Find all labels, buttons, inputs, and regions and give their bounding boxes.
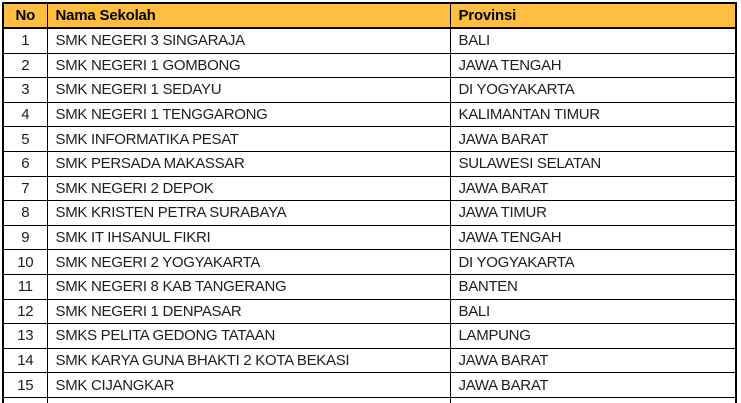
- school-name-cell: SMK INFORMATIKA PESAT: [47, 127, 450, 152]
- row-number-cell: 13: [3, 324, 47, 349]
- province-cell: JAWA TENGAH: [450, 53, 736, 78]
- table-row-partial: [3, 397, 736, 403]
- province-cell: KALIMANTAN TIMUR: [450, 102, 736, 127]
- table-row: [3, 299, 736, 324]
- row-number-cell: 8: [3, 201, 47, 226]
- province-cell: JAWA BARAT: [450, 373, 736, 398]
- school-name-cell: SMK NEGERI 8 KAB TANGERANG: [47, 274, 450, 299]
- row-number-cell: 9: [3, 225, 47, 250]
- school-name-cell: [47, 397, 450, 403]
- table-body: [3, 28, 736, 403]
- row-number-cell: 1: [3, 28, 47, 53]
- header-cell-school: Nama Sekolah: [47, 3, 450, 28]
- table-row: [3, 151, 736, 176]
- school-name-cell: SMK NEGERI 3 SINGARAJA: [47, 28, 450, 53]
- table-row: [3, 78, 736, 103]
- row-number-cell: 14: [3, 348, 47, 373]
- province-cell: BALI: [450, 299, 736, 324]
- school-name-cell: SMK NEGERI 1 TENGGARONG: [47, 102, 450, 127]
- row-number-cell: 10: [3, 250, 47, 275]
- province-cell: DI YOGYAKARTA: [450, 78, 736, 103]
- province-cell: JAWA BARAT: [450, 348, 736, 373]
- school-name-cell: SMK PERSADA MAKASSAR: [47, 151, 450, 176]
- row-number-cell: 4: [3, 102, 47, 127]
- row-number-cell: 7: [3, 176, 47, 201]
- header-row: [3, 3, 736, 28]
- school-name-cell: SMK KRISTEN PETRA SURABAYA: [47, 201, 450, 226]
- row-number-cell: 15: [3, 373, 47, 398]
- province-cell: [450, 397, 736, 403]
- province-cell: JAWA BARAT: [450, 127, 736, 152]
- table-row: [3, 373, 736, 398]
- table-row: [3, 127, 736, 152]
- header-cell-province: Provinsi: [450, 3, 736, 28]
- province-cell: JAWA TIMUR: [450, 201, 736, 226]
- school-name-cell: SMK KARYA GUNA BHAKTI 2 KOTA BEKASI: [47, 348, 450, 373]
- school-table: [2, 2, 737, 403]
- row-number-cell: 6: [3, 151, 47, 176]
- school-name-cell: SMK NEGERI 1 GOMBONG: [47, 53, 450, 78]
- row-number-cell: [3, 397, 47, 403]
- province-cell: JAWA BARAT: [450, 176, 736, 201]
- school-name-cell: SMK NEGERI 2 YOGYAKARTA: [47, 250, 450, 275]
- row-number-cell: 5: [3, 127, 47, 152]
- table-row: [3, 53, 736, 78]
- school-name-cell: SMK CIJANGKAR: [47, 373, 450, 398]
- school-name-cell: SMK NEGERI 2 DEPOK: [47, 176, 450, 201]
- province-cell: BANTEN: [450, 274, 736, 299]
- table-row: [3, 201, 736, 226]
- row-number-cell: 3: [3, 78, 47, 103]
- row-number-cell: 2: [3, 53, 47, 78]
- table-row: [3, 225, 736, 250]
- province-cell: SULAWESI SELATAN: [450, 151, 736, 176]
- table-row: [3, 250, 736, 275]
- header-cell-no: No: [3, 3, 47, 28]
- table-row: [3, 102, 736, 127]
- table-row: [3, 348, 736, 373]
- school-name-cell: SMK IT IHSANUL FIKRI: [47, 225, 450, 250]
- table-row: [3, 176, 736, 201]
- table-row: [3, 28, 736, 53]
- province-cell: BALI: [450, 28, 736, 53]
- school-name-cell: SMKS PELITA GEDONG TATAAN: [47, 324, 450, 349]
- province-cell: DI YOGYAKARTA: [450, 250, 736, 275]
- row-number-cell: 12: [3, 299, 47, 324]
- school-name-cell: SMK NEGERI 1 SEDAYU: [47, 78, 450, 103]
- table-row: [3, 274, 736, 299]
- school-name-cell: SMK NEGERI 1 DENPASAR: [47, 299, 450, 324]
- row-number-cell: 11: [3, 274, 47, 299]
- province-cell: JAWA TENGAH: [450, 225, 736, 250]
- table-row: [3, 324, 736, 349]
- province-cell: LAMPUNG: [450, 324, 736, 349]
